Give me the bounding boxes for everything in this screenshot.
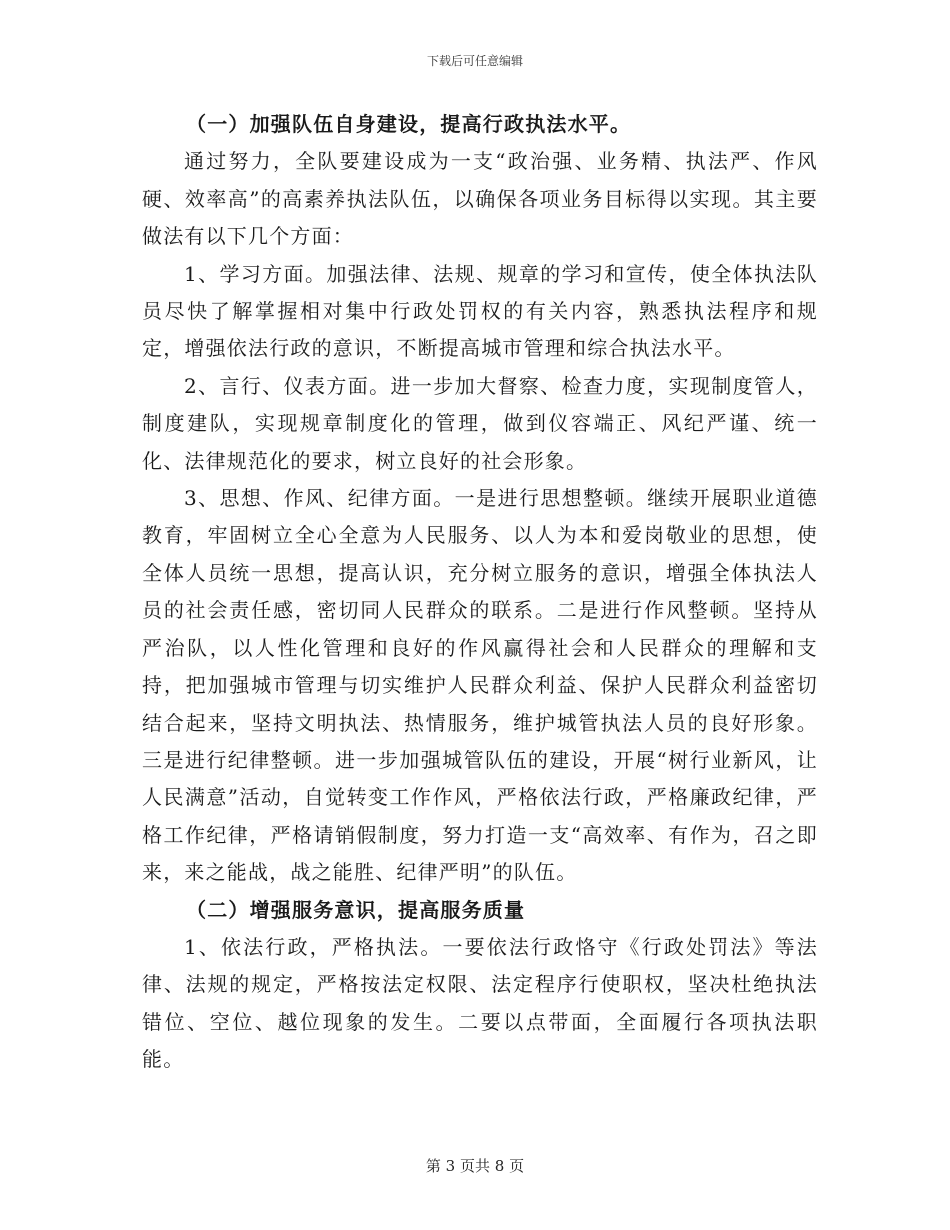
page-footer: 第 3 页共 8 页 — [425, 1157, 525, 1175]
page-header: 下载后可任意编辑 — [426, 54, 523, 68]
paragraph-study: 1、学习方面。加强法律、法规、规章的学习和宣传，使全体执法队员尽快了解掌握相对集中行政处罚权的有关内容，熟悉执法程序和规定，增强依法行政的意识，不断提高城市管理和综合执法水平。 — [142, 261, 818, 361]
paragraph-conduct: 2、言行、仪表方面。进一步加大督察、检查力度，实现制度管人，制度建队，实现规章制度化的管理，做到仪容端正、风纪严谨、统一化、法律规范化的要求，树立良好的社会形象。 — [142, 373, 818, 473]
paragraph-discipline: 3、思想、作风、纪律方面。一是进行思想整顿。继续开展职业道德教育，牢固树立全心全意为人民服务、以人为本和爱岗敬业的思想，使全体人员统一思想，提高认识，充分树立服务的意识，增强全体执法人员的社会责任感，密切同人民群众的联系。二是进行作风整顿。坚持从严治队，以人性化管理和良好的作风赢得社会和人民群众的理解和支持，把加强城市管理与切实维护人民群众利益、保护人民群众利益密切结合起来，坚持文明执法、热情服务，维护城管执法人员的良好形象。三是进行纪律整顿。进一步加强城管队伍的建设，开展“树行业新风，让人民满意”活动，自觉转变工作作风，严格依法行政，严格廉政纪律，严格工作纪律，严格请销假制度，努力打造一支“高效率、有作为，召之即来，来之能战，战之能胜、纪律严明”的队伍。 — [142, 486, 818, 885]
section-heading-2: （二）增强服务意识，提高服务质量 — [186, 897, 526, 922]
document-body — [142, 106, 818, 1079]
section-heading-1: （一）加强队伍自身建设，提高行政执法水平。 — [186, 112, 632, 136]
paragraph-intro: 通过努力，全队要建设成为一支“政治强、业务精、执法严、作风硬、效率高”的高素养执法队伍，以确保各项业务目标得以实现。其主要做法有以下几个方面： — [142, 149, 818, 249]
paragraph-law-enforcement: 1、依法行政，严格执法。一要依法行政恪守《行政处罚法》等法律、法规的规定，严格按法定权限、法定程序行使职权，坚决杜绝执法错位、空位、越位现象的发生。二要以点带面，全面履行各项执法职能。 — [142, 934, 818, 1072]
